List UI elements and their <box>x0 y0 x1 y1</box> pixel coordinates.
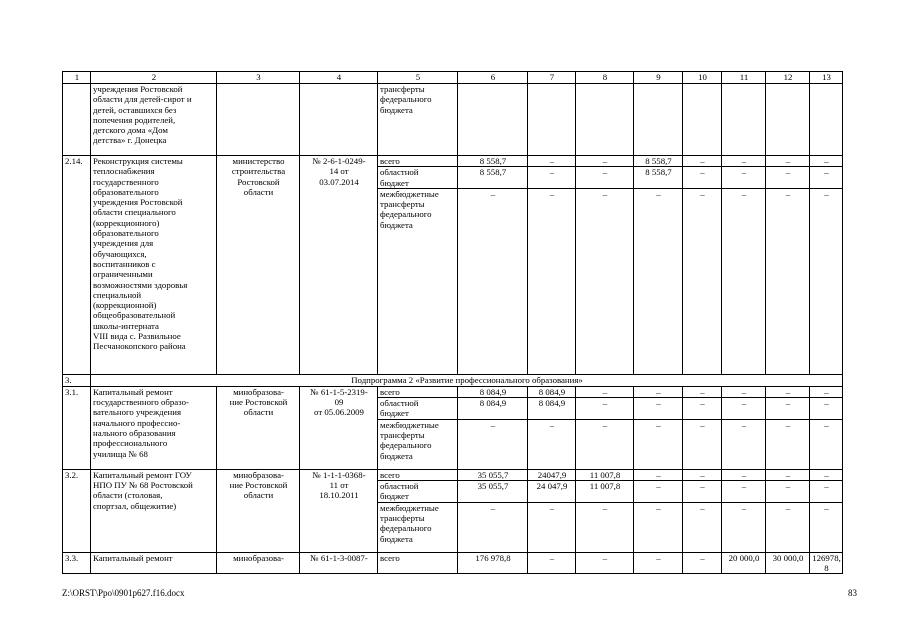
customer: минобразова- ние Ростовской области <box>217 469 300 552</box>
value-cell: – <box>683 552 722 574</box>
value-cell: – <box>683 156 722 167</box>
value-cell: – <box>528 502 576 552</box>
funding-type: всего <box>378 386 458 397</box>
subprogram-title: Подпрограмма 2 «Развитие профессионального образования» <box>91 374 843 386</box>
value-cell: 8 084,9 <box>458 398 528 420</box>
value-cell: – <box>766 469 810 480</box>
funding-type: всего <box>378 156 458 167</box>
value-cell: – <box>576 502 634 552</box>
value-cell: – <box>683 398 722 420</box>
value-cell: – <box>766 167 810 189</box>
value-cell: 8 084,9 <box>458 386 528 397</box>
table-row-continuation <box>63 84 843 156</box>
value-cell: – <box>810 167 843 189</box>
table-row <box>63 469 843 480</box>
value-cell: – <box>528 167 576 189</box>
table-row <box>63 156 843 167</box>
value-cell: – <box>810 502 843 552</box>
customer: министерство строительства Ростовской области <box>217 156 300 375</box>
value-cell: 8 558,7 <box>458 156 528 167</box>
col-num: 8 <box>576 72 634 84</box>
col-num: 11 <box>722 72 766 84</box>
row-number: 3.1. <box>63 386 91 469</box>
object-name: Капитальный ремонт государственного образо- вательного учреждения начального профессио- нального образования профессионального училища № 68 <box>91 386 217 469</box>
value-cell: – <box>634 502 683 552</box>
value-cell: – <box>810 419 843 469</box>
value-cell: – <box>766 481 810 503</box>
value-cell: – <box>766 502 810 552</box>
value-cell: 126978,8 <box>810 552 843 574</box>
value-cell: – <box>683 167 722 189</box>
funding-type: областной бюджет <box>378 398 458 420</box>
document-ref: № 2-6-1-0249- 14 от 03.07.2014 <box>300 156 378 375</box>
value-cell: – <box>683 386 722 397</box>
value-cell: – <box>634 552 683 574</box>
value-cell: – <box>528 156 576 167</box>
col-num: 1 <box>63 72 91 84</box>
value-cell: – <box>766 398 810 420</box>
value-cell: – <box>722 398 766 420</box>
row-number: 3.3. <box>63 552 91 574</box>
value-cell: 20 000,0 <box>722 552 766 574</box>
funding-type: межбюджетные трансферты федерального бюджета <box>378 188 458 374</box>
value-cell: 176 978,8 <box>458 552 528 574</box>
object-name: Капитальный ремонт ГОУ НПО ПУ № 68 Ростовской области (столовая, спортзал, общежитие) <box>91 469 217 552</box>
row-number: 2.14. <box>63 156 91 375</box>
value-cell: – <box>576 552 634 574</box>
value-cell: – <box>810 481 843 503</box>
object-name: Реконструкция системы теплоснабжения государственного образовательного учреждения Ростовской области специального (коррекционного) образовательного учреждения для обучающихся, воспитанников с ограниченными возможностями здоровья специальной (коррекционной) общеобразовательной школы-интерната VIII вида с. Развильное Песчанокопского района <box>91 156 217 375</box>
value-cell: 8 558,7 <box>634 167 683 189</box>
document-ref: № 61-1-5-2319- 09 от 05.06.2009 <box>300 386 378 469</box>
object-name: Капитальный ремонт <box>91 552 217 574</box>
col-num: 2 <box>91 72 217 84</box>
customer: минобразова- <box>217 552 300 574</box>
value-cell: – <box>576 419 634 469</box>
value-cell: – <box>683 469 722 480</box>
col-num: 6 <box>458 72 528 84</box>
table-row <box>63 386 843 397</box>
value-cell: – <box>683 502 722 552</box>
value-cell: – <box>458 502 528 552</box>
value-cell: – <box>683 419 722 469</box>
value-cell: – <box>766 188 810 374</box>
value-cell: – <box>634 419 683 469</box>
col-num: 12 <box>766 72 810 84</box>
col-num: 7 <box>528 72 576 84</box>
funding-type: межбюджетные трансферты федерального бюджета <box>378 419 458 469</box>
program-table <box>62 71 843 574</box>
table-row <box>63 552 843 574</box>
value-cell: – <box>634 481 683 503</box>
value-cell: – <box>528 552 576 574</box>
value-cell: – <box>766 156 810 167</box>
value-cell: 11 007,8 <box>576 481 634 503</box>
subprogram-row <box>63 374 843 386</box>
value-cell: – <box>576 398 634 420</box>
col-num: 13 <box>810 72 843 84</box>
value-cell: – <box>576 156 634 167</box>
value-cell: – <box>576 188 634 374</box>
value-cell: – <box>722 502 766 552</box>
value-cell: – <box>528 188 576 374</box>
funding-type: трансферты федерального бюджета <box>378 84 458 156</box>
value-cell: – <box>810 156 843 167</box>
value-cell: – <box>634 469 683 480</box>
value-cell: – <box>766 386 810 397</box>
row-number: 3.2. <box>63 469 91 552</box>
value-cell: – <box>458 419 528 469</box>
value-cell: – <box>634 386 683 397</box>
section-number: 3. <box>63 374 91 386</box>
value-cell: – <box>634 398 683 420</box>
document-ref: № 61-1-3-0087- <box>300 552 378 574</box>
value-cell: – <box>722 419 766 469</box>
column-number-row <box>63 72 843 84</box>
funding-type: всего <box>378 552 458 574</box>
value-cell: 24 047,9 <box>528 481 576 503</box>
value-cell: – <box>683 188 722 374</box>
value-cell: – <box>766 419 810 469</box>
col-num: 10 <box>683 72 722 84</box>
value-cell: – <box>810 398 843 420</box>
value-cell: – <box>576 386 634 397</box>
funding-type: межбюджетные трансферты федерального бюджета <box>378 502 458 552</box>
col-num: 9 <box>634 72 683 84</box>
value-cell: 8 558,7 <box>634 156 683 167</box>
file-path: Z:\ORST\Ppo\0901p627.f16.docx <box>62 588 185 598</box>
value-cell: – <box>810 386 843 397</box>
value-cell: – <box>722 167 766 189</box>
value-cell: – <box>458 188 528 374</box>
value-cell: 8 558,7 <box>458 167 528 189</box>
col-num: 3 <box>217 72 300 84</box>
value-cell: – <box>634 188 683 374</box>
value-cell: 8 084,9 <box>528 398 576 420</box>
value-cell: 30 000,0 <box>766 552 810 574</box>
value-cell: 35 055,7 <box>458 481 528 503</box>
col-num: 4 <box>300 72 378 84</box>
document-ref: № 1-1-1-0368- 11 от 18.10.2011 <box>300 469 378 552</box>
value-cell: – <box>810 188 843 374</box>
value-cell: 8 084,9 <box>528 386 576 397</box>
value-cell: – <box>528 419 576 469</box>
value-cell: – <box>722 469 766 480</box>
value-cell: – <box>576 167 634 189</box>
value-cell: – <box>810 469 843 480</box>
value-cell: 11 007,8 <box>576 469 634 480</box>
col-num: 5 <box>378 72 458 84</box>
value-cell: – <box>722 188 766 374</box>
page-number: 83 <box>848 588 857 598</box>
document-page <box>62 71 842 574</box>
value-cell: – <box>722 386 766 397</box>
value-cell: – <box>722 156 766 167</box>
funding-type: областной бюджет <box>378 167 458 189</box>
value-cell: – <box>722 481 766 503</box>
funding-type: областной бюджет <box>378 481 458 503</box>
value-cell: 24047,9 <box>528 469 576 480</box>
funding-type: всего <box>378 469 458 480</box>
value-cell: 35 055,7 <box>458 469 528 480</box>
value-cell: – <box>683 481 722 503</box>
customer: минобразова- ние Ростовской области <box>217 386 300 469</box>
object-name: учреждения Ростовской области для детей-сирот и детей, оставшихся без попечения родителей, детского дома «Дом детства» г. Донецка <box>91 84 217 156</box>
